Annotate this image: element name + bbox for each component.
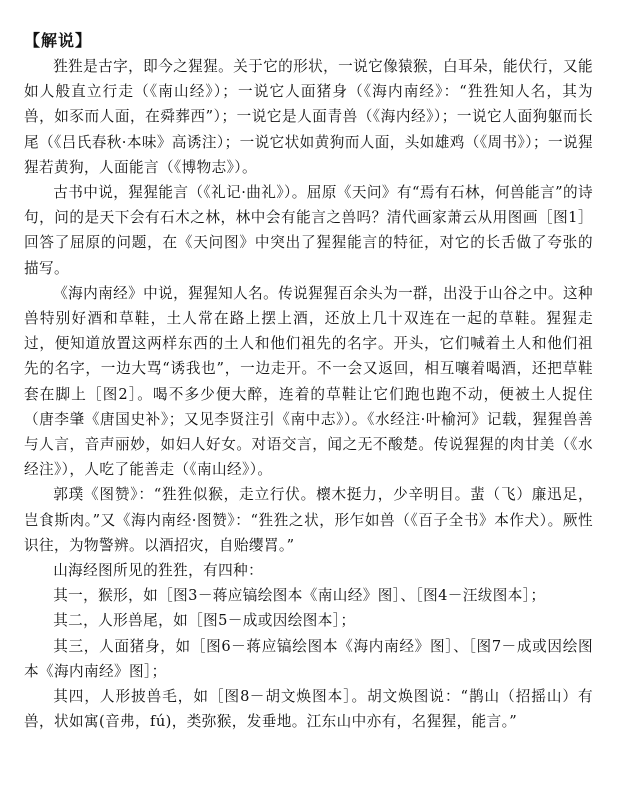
- list-item-type-4: 其四，人形披兽毛，如［图8－胡文焕图本］。胡文焕图说：“鹊山（招摇山）有兽，状如寓(音弗，fú)，类弥猴，发垂地。江东山中亦有，名猩猩，能言。”: [24, 688, 593, 731]
- section-heading: 【解说】: [24, 31, 93, 50]
- paragraph-four-types-intro: 山海经图所见的狌狌，有四种：: [53, 562, 264, 580]
- list-item-type-3: 其三，人面猪身，如［图6－蒋应镐绘图本《海内南经》图］、［图7－成或因绘图本《海内南经》图］；: [24, 637, 593, 680]
- paragraph-knows-names: 《海内南经》中说，猩猩知人名。传说猩猩百余头为一群，出没于山谷之中。这种兽特别好酒和草鞋，土人常在路上摆上酒，还放上几十双连在一起的草鞋。猩猩走过，便知道放置这两样东西的土人和他们祖先的名字。开头，它们喊着土人和他们祖先的名字，一边大骂“诱我也”，一边走开。不一会又返回，相互嚷着喝酒，还把草鞋套在脚上［图2］。喝不多少便大醉，连着的草鞋让它们跑也跑不动，便被土人捉住（唐李肇《唐国史补》；又见李贤注引《南中志》）。《水经注·叶榆河》记载，猩猩兽善与人言，音声丽妙，如妇人好女。对语交言，闻之无不酸楚。传说猩猩的肉甘美（《水经注》），人吃了能善走（《南山经》）。: [24, 284, 593, 479]
- paragraph-guo-pu-verses: 郭璞《图赞》：“狌狌似猴，走立行伏。櫰木挺力，少辛明目。蜚（飞）廉迅足，岂食斯肉。”又《海内南经·图赞》：“狌狌之状，形乍如兽（《百子全书》本作犬）。厥性识往，为物警辨。以酒招灾，自贻缨罥。”: [24, 486, 593, 554]
- list-item-type-1: 其一，猴形，如［图3－蒋应镐绘图本《南山经》图］、［图4－汪绂图本］；: [53, 587, 546, 605]
- list-item-type-2: 其二，人形兽尾，如［图5－成或因绘图本］；: [53, 612, 356, 630]
- paragraph-shape-accounts: 狌狌是古字，即今之猩猩。关于它的形状，一说它像猿猴，白耳朵，能伏行，又能如人般直立行走（《南山经》）；一说它人面猪身（《海内南经》：“狌狌知人名，其为兽，如豕而人面，在舜葬西”）；一说它是人面青兽（《海内经》）；一说它人面狗躯而长尾（《吕氏春秋·本味》高诱注）；一说它状如黄狗而人面，头如雄鸡（《周书》）；一说猩猩若黄狗，人面能言（《博物志》）。: [24, 58, 593, 176]
- paragraph-can-speak: 古书中说，猩猩能言（《礼记·曲礼》）。屈原《天问》有“焉有石林，何兽能言”的诗句，问的是天下会有石木之林，林中会有能言之兽吗？清代画家萧云从用图画［图1］回答了屈原的问题，在《天问图》中突出了猩猩能言的特征，对它的长舌做了夸张的描写。: [24, 184, 593, 277]
